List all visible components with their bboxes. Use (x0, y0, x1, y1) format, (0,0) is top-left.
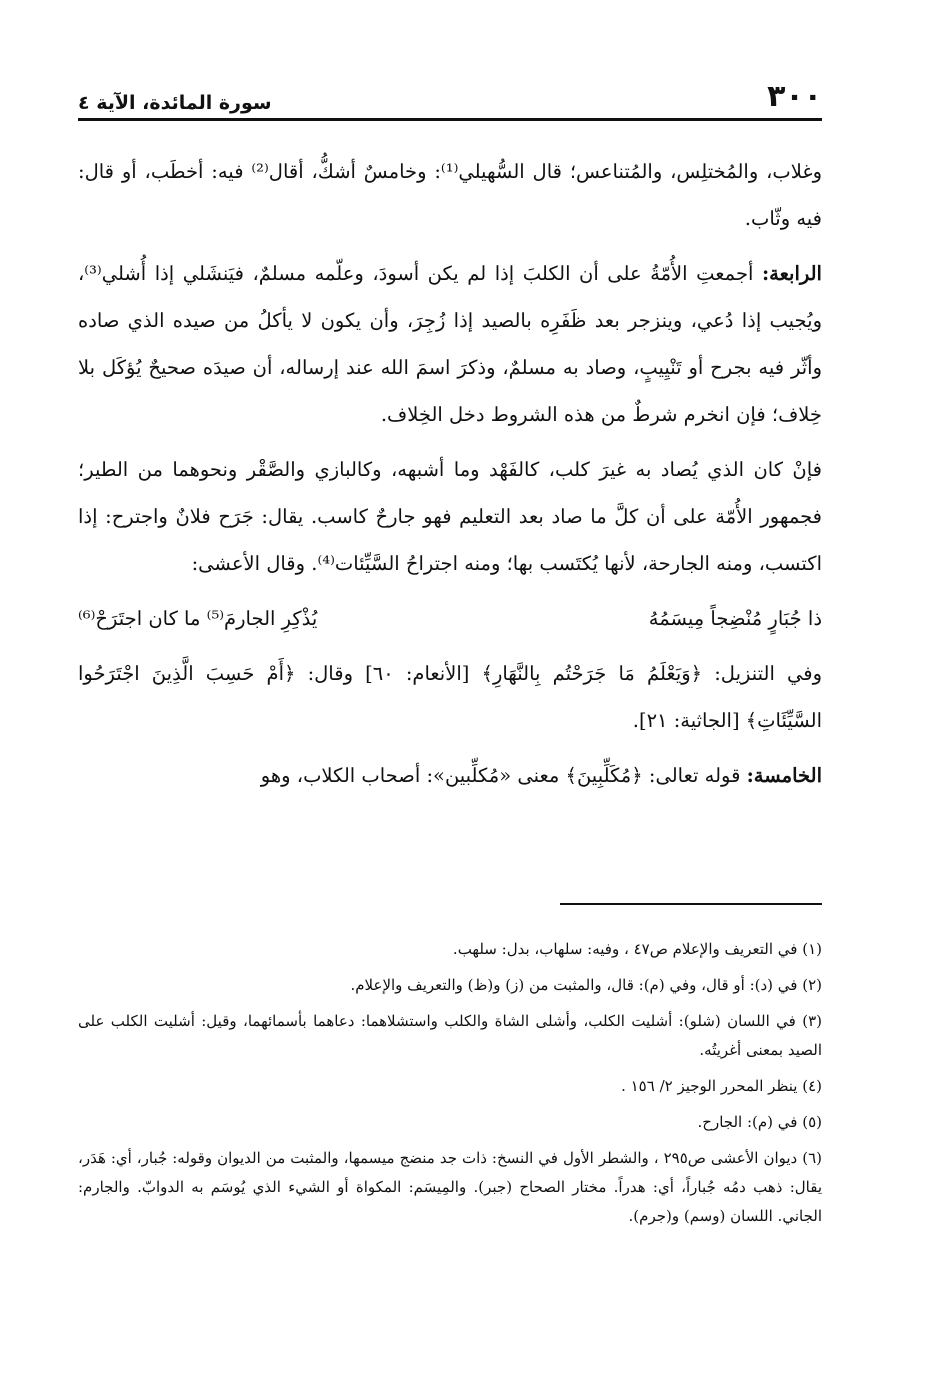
paragraph (78, 752, 822, 799)
paragraph-text: قوله تعالى: ﴿مُكَلِّبِينَ﴾ معنى «مُكلِّبين»: أصحاب الكلاب، وهو (260, 764, 741, 787)
footnote: (١) في التعريف والإعلام ص٤٧ ، وفيه: سلهاب، بدل: سلهب. (452, 940, 822, 958)
footnote: (٣) في اللسان (شلو): أشليت الكلب، وأشلى الشاة والكلب واستشلاهما: دعاهما بأسمائهما، وقيل: أشليت الكلب على الصيد بمعنى أغريتُه. (78, 1012, 822, 1059)
verse-first-hemistich: ذا جُبَارٍ مُنْضِجاً مِيسَمُهُ (648, 607, 822, 630)
footnote-separator (560, 903, 822, 905)
footnote: (٥) في (م): الجارح. (697, 1113, 822, 1131)
poetry-verse (78, 595, 822, 642)
footnote: (٤) ينظر المحرر الوجيز ٢/ ١٥٦ . (621, 1077, 822, 1095)
section-lead: الرابعة: (761, 262, 822, 285)
paragraph (78, 148, 822, 242)
paragraph-text: وغلاب، والمُختلِس، والمُتناعس؛ قال السُّهيلي⁽¹⁾: وخامسٌ أشكُّ، أقال⁽²⁾ فيه: أخطَب، أو قال: فيه وثّاب. (78, 160, 822, 230)
main-text (78, 148, 822, 807)
running-title: سورة المائدة، الآية ٤ (78, 92, 272, 114)
footnotes (78, 935, 822, 1238)
section-lead: الخامسة: (746, 764, 822, 787)
page-header (78, 78, 822, 114)
header-rule (78, 118, 822, 121)
paragraph-text: فإنْ كان الذي يُصاد به غيرَ كلب، كالفَهْد وما أشبهه، وكالبازي والصَّقْر ونحوهما من الطير؛ فجمهور الأُمّة على أن كلَّ ما صاد بعد التعليم فهو جارحٌ كاسب. يقال: جَرَح فلانٌ واجترح: إذا اكتسب، ومنه الجارحة، لأنها يُكتَسب بها؛ ومنه اجتراحُ السَّيِّئات⁽⁴⁾. وقال الأعشى: (78, 458, 823, 575)
paragraph (78, 250, 822, 438)
page-number: ٣٠٠ (767, 79, 822, 114)
paragraph-text: أجمعتِ الأُمّةُ على أن الكلبَ إذا لم يكن أسودَ، وعلّمه مسلمٌ، فيَنشَلي إذا أُشلي⁽³⁾، ويُجيب إذا دُعي، وينزجر بعد ظَفَرِه بالصيد إذا زُجِرَ، وأن يكون لا يأكلُ من صيده الذي صاده وأثّر فيه بجرح أو تَنْيِيبٍ، وصاد به مسلمٌ، وذكرَ اسمَ الله عند إرساله، أن صيدَه صحيحٌ يُؤكَل بلا خِلاف؛ فإن انخرم شرطٌ من هذه الشروط دخل الخِلاف. (78, 262, 822, 426)
paragraph (78, 446, 822, 587)
paragraph-text: وفي التنزيل: ﴿وَيَعْلَمُ مَا جَرَحْتُم بِالنَّهَارِ﴾ [الأنعام: ٦٠] وقال: ﴿أَمْ حَسِبَ الَّذِينَ اجْتَرَحُوا السَّيِّئَاتِ﴾ [الجاثية: ٢١]. (78, 662, 823, 732)
paragraph (78, 650, 822, 744)
verse-second-hemistich: يُذْكِرِ الجارمَ⁽⁵⁾ ما كان اجتَرَحْ⁽⁶⁾ (78, 607, 318, 630)
footnote: (٢) في (د): أو قال، وفي (م): قال، والمثبت من (ز) و(ظ) والتعريف والإعلام. (350, 976, 822, 994)
footnote: (٦) ديوان الأعشى ص٢٩٥ ، والشطر الأول في النسخ: ذات جد منضج ميسمها، والمثبت من الديوان وقوله: جُبار، أي: هَدَر، يقال: ذهب دمُه جُباراً، أي: هدراً. مختار الصحاح (جبر). والمِيسَم: المكواة أو الشيء الذي يُوسَم به الدوابّ. والجارم: الجاني. اللسان (وسم) و(جرم). (78, 1149, 822, 1225)
